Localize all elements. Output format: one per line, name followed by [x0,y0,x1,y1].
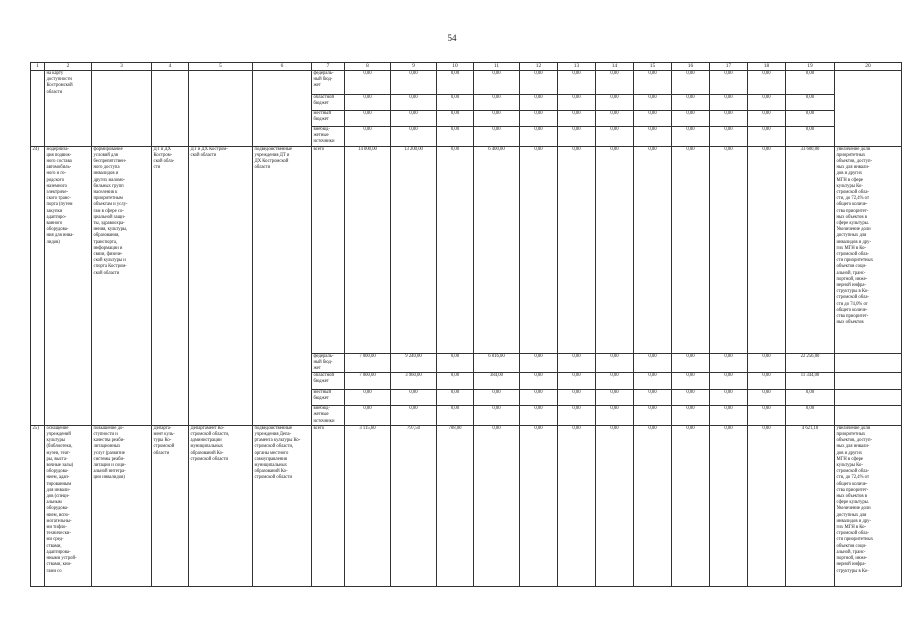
amount-cell: 0,00 [748,373,786,390]
amount-cell: 0,00 [672,95,710,111]
executor-cell: подведомственные учреждения ДТ и ДХ Костромской области [253,146,312,425]
column-header: 12 [520,63,558,71]
amount-cell: 0,00 [634,146,672,353]
amount-cell: 0,00 [748,406,786,426]
amount-cell: 0,00 [520,127,558,147]
amount-cell: 0,00 [748,353,786,373]
funding-source-cell: местный бюджет [312,390,345,406]
amount-cell: 384,00 [474,373,520,390]
funding-source-cell: внебюд- жетные источники [312,127,345,147]
column-header: 3 [92,63,152,71]
amount-cell: 0,00 [520,111,558,127]
funding-source-cell: федераль- ный бюд- жет [312,71,345,95]
column-header: 14 [596,63,634,71]
amount-cell: 0,00 [634,71,672,95]
funding-source-cell: федераль- ный бюд- жет [312,353,345,373]
amount-cell: 6 400,00 [474,146,520,353]
amount-cell: 0,00 [596,111,634,127]
amount-cell: 797,50 [391,425,437,586]
amount-cell: 0,00 [672,406,710,426]
amount-cell: 0,00 [558,390,596,406]
amount-cell: 0,00 [437,406,474,426]
item-number-cell [31,71,45,147]
amount-cell: 33 600,00 [786,146,835,353]
amount-cell: 0,00 [672,425,710,586]
amount-cell: 0,00 [634,353,672,373]
amount-cell: 0,00 [634,127,672,147]
amount-cell: 0,00 [558,71,596,95]
amount-cell: 0,00 [520,353,558,373]
amount-cell: 0,00 [437,95,474,111]
column-header: 18 [748,63,786,71]
amount-cell: 0,00 [558,353,596,373]
item-name-cell: на карту доступности Костромской области [45,71,92,147]
amount-cell: 9 240,00 [391,353,437,373]
coexecutor-cell [152,71,189,147]
amount-cell: 0,00 [786,111,835,127]
amount-cell: 0,00 [596,95,634,111]
amount-cell: 0,00 [391,111,437,127]
column-header: 16 [672,63,710,71]
responsible-cell [189,71,253,147]
table-row [31,425,902,586]
table-row [31,146,902,353]
amount-cell: 0,00 [596,373,634,390]
amount-cell: 0,00 [520,406,558,426]
amount-cell: 0,00 [710,127,748,147]
amount-cell: 0,00 [391,127,437,147]
funding-source-cell: местный бюджет [312,111,345,127]
column-header: 19 [786,63,835,71]
result-cell [835,373,902,390]
amount-cell: 0,00 [345,71,391,95]
amount-cell: 0,00 [558,111,596,127]
column-header: 13 [558,63,596,71]
column-header: 7 [312,63,345,71]
amount-cell: 0,00 [748,146,786,353]
amount-cell: 0,00 [710,406,748,426]
amount-cell: 0,00 [672,71,710,95]
amount-cell: 0,00 [558,406,596,426]
amount-cell: 0,00 [672,353,710,373]
amount-cell: 0,00 [634,406,672,426]
amount-cell: 0,00 [634,425,672,586]
amount-cell: 0,00 [596,425,634,586]
amount-cell: 0,00 [474,406,520,426]
column-header: 6 [253,63,312,71]
amount-cell: 22 256,00 [786,353,835,373]
amount-cell: 0,00 [520,373,558,390]
amount-cell: 0,00 [391,95,437,111]
amount-cell: 0,00 [672,111,710,127]
amount-cell: 0,00 [710,95,748,111]
amount-cell: 0,00 [474,390,520,406]
amount-cell: 708,00 [437,425,474,586]
amount-cell: 0,00 [437,390,474,406]
table-row [31,71,902,95]
page-number: 54 [447,33,457,43]
column-header: 2 [45,63,92,71]
amount-cell: 0,00 [520,146,558,353]
amount-cell: 0,00 [437,373,474,390]
amount-cell: 0,00 [558,127,596,147]
column-header: 5 [189,63,253,71]
goal-cell: повышение до- ступности и качества реаби- литационных услуг (развитие системы реаби- литации и соци- альной интегра- ции инвалидов) [92,425,152,586]
result-cell [835,390,902,406]
amount-cell: 3 115,60 [345,425,391,586]
amount-cell: 0,00 [596,146,634,353]
amount-cell: 0,00 [710,390,748,406]
column-header: 10 [437,63,474,71]
amount-cell: 0,00 [710,146,748,353]
amount-cell: 0,00 [786,95,835,111]
amount-cell: 0,00 [672,390,710,406]
result-cell: увеличение доли приоритетных объектов, доступ- ных для инвали- дов и других МГН в сфере культуры Ко- стромской обла- сти, до 72,4% от общего количе- ства приоритет- ных объектов в сфере культуры. Увеличение доли доступных для инвалидов и дру- гих МГН в Ко- стромской обла- сти приоритетных объектов соци- альной, транс- портной, инже- нерной инфра- структуры в Ко- [835,425,902,586]
amount-cell: 0,00 [748,390,786,406]
amount-cell: 0,00 [596,71,634,95]
column-header: 4 [152,63,189,71]
amount-cell: 3 960,00 [391,373,437,390]
amount-cell: 0,00 [786,127,835,147]
coexecutor-cell: ДТ и ДХ Костром- ской обла- сти [152,146,189,425]
amount-cell: 0,00 [520,425,558,586]
amount-cell: 0,00 [786,71,835,95]
amount-cell: 0,00 [786,390,835,406]
amount-cell: 0,00 [474,127,520,147]
amount-cell: 0,00 [474,111,520,127]
amount-cell: 0,00 [437,127,474,147]
amount-cell: 0,00 [672,146,710,353]
amount-cell: 0,00 [345,95,391,111]
result-cell: увеличение доли приоритетных объектов, доступ- ных для инвали- дов и других МГН в сфере культуры Ко- стромской обла- сти, до 72,4% от общего количе- ства приоритет- ных объектов в сфере культуры. Увеличение доли доступных для инвалидов и дру- гих МГН в Ко- стромской обла- сти приоритетных объектов соци- альной, транс- портной, инже- нерной инфра- структуры в Ко- стромской обла- сти до 74,0% от общего количе- ства приоритет- ных объектов [835,146,902,353]
column-header: 1 [31,63,45,71]
amount-cell: 0,00 [474,95,520,111]
responsible-cell: Департамент Ко- стромской области, администрации муниципальных образований Ко- стромской области [189,425,253,586]
amount-cell: 0,00 [596,127,634,147]
result-cell [835,353,902,373]
amount-cell: 11 344,00 [786,373,835,390]
amount-cell: 0,00 [748,71,786,95]
amount-cell: 0,00 [520,71,558,95]
amount-cell: 7 000,00 [345,353,391,373]
coexecutor-cell: Департа- мент куль- туры Ко- стромской области [152,425,189,586]
budget-table [30,62,902,587]
amount-cell: 0,00 [437,111,474,127]
amount-cell: 0,00 [437,71,474,95]
amount-cell: 0,00 [786,406,835,426]
amount-cell: 0,00 [391,406,437,426]
item-name-cell: оснащение учреждений культуры (библиотеки, музеи, теат- ры, выста- вочные залы) оборудова- нием, адап- тированным для инвали- дов (специ- альным оборудова- нием, вспо- могательны- ми тифло- технически- ми сред- ствами, адаптирова- нными устрой- ствами, кни- гами со [45,425,92,586]
result-cell [835,71,902,147]
amount-cell: 6 016,00 [474,353,520,373]
amount-cell: 0,00 [437,353,474,373]
amount-cell: 0,00 [520,95,558,111]
amount-cell: 4 621,10 [786,425,835,586]
amount-cell: 0,00 [345,406,391,426]
amount-cell: 0,00 [710,425,748,586]
funding-source-cell: областной бюджет [312,95,345,111]
amount-cell: 0,00 [710,353,748,373]
amount-cell: 0,00 [710,373,748,390]
item-number-cell: 25) [31,425,45,586]
column-header: 9 [391,63,437,71]
header-row [31,63,902,71]
amount-cell: 0,00 [672,127,710,147]
amount-cell: 0,00 [596,353,634,373]
amount-cell: 0,00 [748,127,786,147]
column-header: 15 [634,63,672,71]
amount-cell: 13 200,00 [391,146,437,353]
amount-cell: 0,00 [345,127,391,147]
amount-cell: 0,00 [672,373,710,390]
amount-cell: 0,00 [634,390,672,406]
funding-source-cell: внебюд- жетные источники [312,406,345,426]
column-header: 8 [345,63,391,71]
column-header: 17 [710,63,748,71]
amount-cell: 0,00 [748,111,786,127]
amount-cell: 0,00 [474,71,520,95]
responsible-cell: ДТ и ДХ Костром- ской области [189,146,253,425]
goal-cell: формирование условий для беспрепятствен- ного доступа инвалидов и других маломо- бильных групп населения к приоритетным объектам и услу- гам в сфере со- циальной защи- ты, здравоохра- нения, культуры, образования, транспорта, информации и связи, физиче- ской культуры и спорта Костром- ской области [92,146,152,425]
amount-cell: 0,00 [391,71,437,95]
amount-cell: 14 000,00 [345,146,391,353]
item-number-cell: 24) [31,146,45,425]
amount-cell: 0,00 [345,390,391,406]
amount-cell: 0,00 [437,146,474,353]
amount-cell: 0,00 [748,95,786,111]
amount-cell: 0,00 [596,406,634,426]
amount-cell: 0,00 [558,425,596,586]
goal-cell [92,71,152,147]
result-cell [835,406,902,426]
amount-cell: 0,00 [520,390,558,406]
amount-cell: 0,00 [596,390,634,406]
executor-cell: подведомственные учреждения Депа- ртамента культуры Ко- стромской области, органы местного самоуправления муниципальных образований Ко- стромской области [253,425,312,586]
funding-source-cell: всего [312,146,345,353]
amount-cell: 0,00 [558,95,596,111]
amount-cell: 0,00 [345,111,391,127]
amount-cell: 0,00 [634,111,672,127]
amount-cell: 7 000,00 [345,373,391,390]
column-header: 11 [474,63,520,71]
item-name-cell: модерниза- ция подвиж- ного состава автомобиль- ного и го- родского наземного электриче- ского транс- порта (путем закупки адаптиро- ванного оборудова- ния для инва- лидов) [45,146,92,425]
executor-cell [253,71,312,147]
amount-cell: 0,00 [710,71,748,95]
amount-cell: 0,00 [558,146,596,353]
amount-cell: 0,00 [474,425,520,586]
amount-cell: 0,00 [558,373,596,390]
amount-cell: 0,00 [748,425,786,586]
funding-source-cell: областной бюджет [312,373,345,390]
column-header: 20 [835,63,902,71]
amount-cell: 0,00 [634,95,672,111]
amount-cell: 0,00 [634,373,672,390]
funding-source-cell: всего [312,425,345,586]
amount-cell: 0,00 [391,390,437,406]
amount-cell: 0,00 [710,111,748,127]
